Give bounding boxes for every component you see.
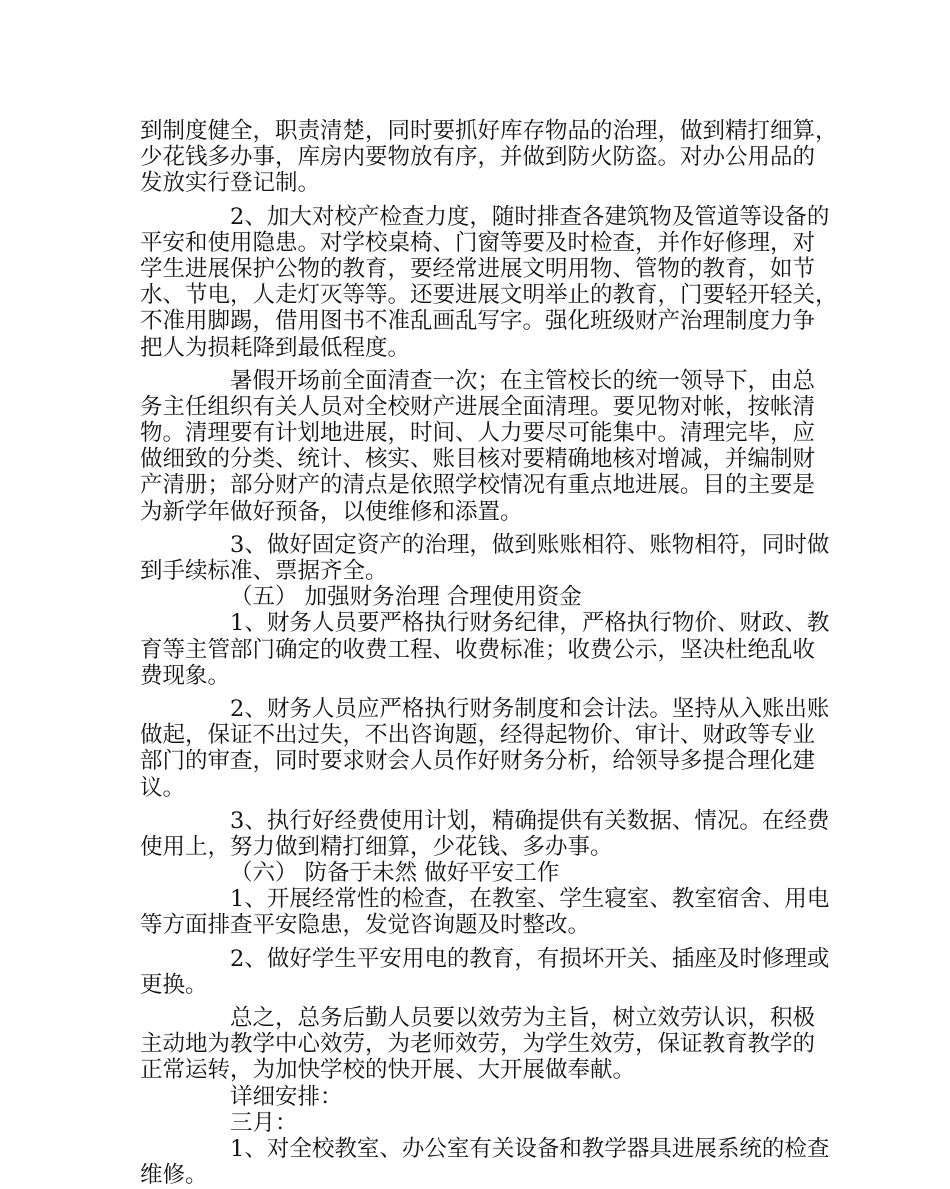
text-line: 把人为损耗降到最低程度。 — [140, 334, 411, 361]
text-line: 1、财务人员要严格执行财务纪律，严格执行物价、财政、教 — [230, 610, 830, 637]
subheading: 详细安排： — [230, 1083, 343, 1110]
text-line: 费现象。 — [140, 662, 231, 689]
section-heading: （六） 防备于未然 做好平安工作 — [230, 860, 560, 887]
text-line: 育等主管部门确定的收费工程、收费标准；收费公示，坚决杜绝乱收 — [140, 636, 816, 663]
text-line: 发放实行登记制。 — [140, 170, 321, 197]
text-line: 学生进展保护公物的教育，要经常进展文明用物、管物的教育，如节 — [140, 255, 816, 282]
text-line: 3、做好固定资产的治理，做到账账相符、账物相符，同时做 — [230, 531, 830, 558]
document-page — [140, 118, 838, 1189]
text-line: 为新学年做好预备，以使维修和添置。 — [140, 498, 523, 525]
text-line: 2、加大对校产检查力度，随时排查各建筑物及管道等设备的 — [230, 203, 830, 230]
text-line: 等方面排查平安隐患，发觉咨询题及时整改。 — [140, 912, 591, 939]
text-line: 3、执行好经费使用计划，精确提供有关数据、情况。在经费 — [230, 807, 830, 834]
text-line: 少花钱多办事，库房内要物放有序，并做到防火防盗。对办公用品的 — [140, 144, 816, 171]
text-line: 1、开展经常性的检查，在教室、学生寝室、教室宿舍、用电 — [230, 886, 830, 913]
text-line: 2、做好学生平安用电的教育，有损坏开关、插座及时修理或 — [230, 945, 830, 972]
text-line: 部门的审查，同时要求财会人员作好财务分析，给领导多提合理化建 — [140, 748, 816, 775]
text-line: 更换。 — [140, 971, 208, 998]
text-line: 主动地为教学中心效劳，为老师效劳，为学生效劳，保证教育教学的 — [140, 1031, 816, 1058]
text-line: 维修。 — [140, 1162, 208, 1189]
text-line: 正常运转，为加快学校的快开展、大开展做奉献。 — [140, 1057, 636, 1084]
text-line: 平安和使用隐患。对学校桌椅、门窗等要及时检查，并作好修理，对 — [140, 229, 816, 256]
text-line: 暑假开场前全面清查一次；在主管校长的统一领导下，由总 — [230, 367, 816, 394]
text-line: 做细致的分类、统计、核实、账目核对要精确地核对增减，并编制财 — [140, 446, 816, 473]
text-line: 1、对全校教室、办公室有关设备和教学器具进展系统的检查 — [230, 1135, 830, 1162]
text-line: 到手续标准、票据齐全。 — [140, 558, 388, 584]
text-line: 物。清理要有计划地进展，时间、人力要尽可能集中。清理完毕，应 — [140, 420, 816, 447]
text-line: 不准用脚踢，借用图书不准乱画乱写字。强化班级财产治理制度力争 — [140, 308, 816, 335]
text-line: 产清册；部分财产的清点是依照学校情况有重点地进展。目的主要是 — [140, 472, 816, 499]
text-line: 2、财务人员应严格执行财务制度和会计法。坚持从入账出账 — [230, 695, 830, 722]
text-line: 到制度健全，职责清楚，同时要抓好库存物品的治理，做到精打细算， — [140, 118, 838, 144]
section-heading: （五） 加强财务治理 合理使用资金 — [230, 584, 582, 611]
text-line: 议。 — [140, 774, 186, 801]
text-line: 务主任组织有关人员对全校财产进展全面清理。要见物对帐，按帐清 — [140, 393, 816, 420]
text-line: 水、节电，人走灯灭等等。还要进展文明举止的教育，门要轻开轻关， — [140, 282, 838, 309]
text-line: 使用上，努力做到精打细算，少花钱、多办事。 — [140, 833, 613, 860]
text-line: 做起，保证不出过失，不出咨询题，经得起物价、审计、财政等专业 — [140, 722, 816, 749]
subheading: 三月： — [230, 1109, 298, 1136]
text-line: 总之，总务后勤人员要以效劳为主旨，树立效劳认识，积极 — [230, 1005, 816, 1031]
